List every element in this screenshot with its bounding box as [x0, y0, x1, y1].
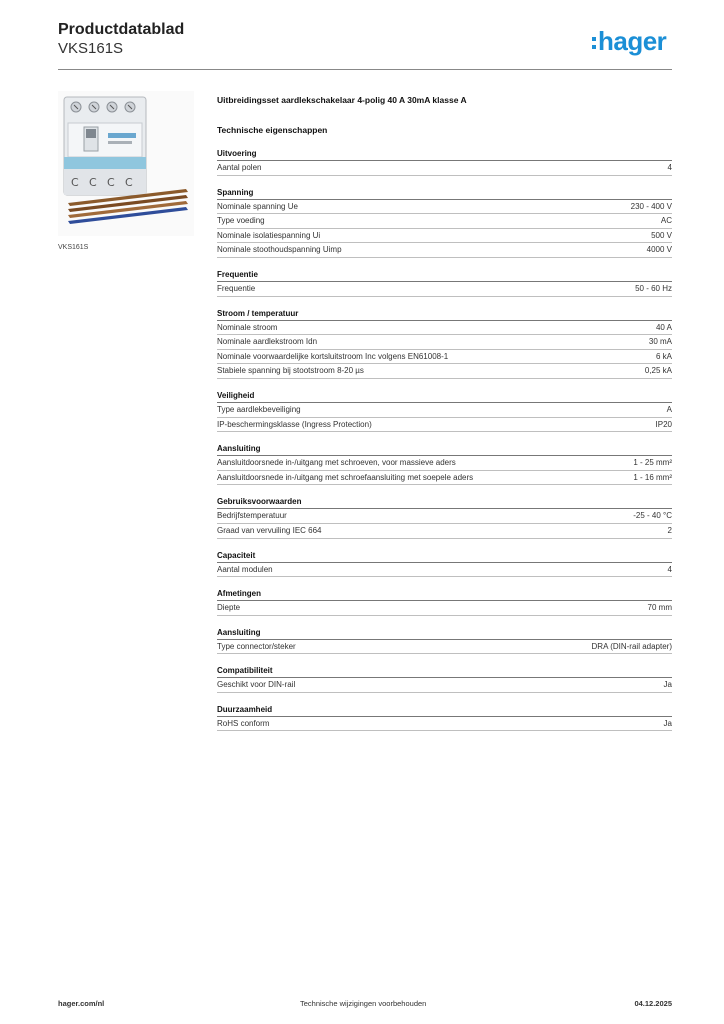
product-image — [58, 91, 194, 236]
spec-value: 0,25 kA — [644, 366, 672, 376]
svg-text:C: C — [71, 176, 79, 189]
spec-value: Ja — [663, 718, 672, 728]
spec-section — [217, 627, 672, 655]
section-heading: Aansluiting — [217, 627, 672, 640]
spec-row — [217, 214, 672, 229]
section-heading: Aansluiting — [217, 443, 672, 456]
product-code: VKS161S — [58, 40, 124, 57]
spec-value: 70 mm — [647, 603, 672, 613]
spec-sections — [217, 148, 672, 731]
product-description: Uitbreidingsset aardlekschakelaar 4-polig 40 A 30mA klasse A — [217, 95, 467, 105]
section-heading: Gebruiksvoorwaarden — [217, 496, 672, 509]
spec-row — [217, 471, 672, 486]
logo-dots-icon — [592, 37, 596, 49]
spec-row — [217, 200, 672, 215]
svg-text:C: C — [125, 176, 133, 189]
spec-value: IP20 — [655, 419, 672, 429]
spec-label: Type voeding — [217, 216, 265, 226]
spec-value: 50 - 60 Hz — [635, 283, 672, 293]
spec-row — [217, 350, 672, 365]
spec-content — [217, 95, 672, 742]
spec-section — [217, 550, 672, 578]
footer-website[interactable]: hager.com/nl — [58, 999, 105, 1008]
spec-label: Nominale aardlekstroom Idn — [217, 337, 318, 347]
spec-label: Nominale stroom — [217, 322, 278, 332]
spec-label: Aantal modulen — [217, 564, 273, 574]
spec-label: Nominale isolatiespanning Ui — [217, 230, 321, 240]
spec-value: 40 A — [655, 322, 672, 332]
section-heading: Capaciteit — [217, 550, 672, 563]
spec-row — [217, 717, 672, 732]
spec-row — [217, 364, 672, 379]
spec-label: IP-beschermingsklasse (Ingress Protection) — [217, 419, 372, 429]
image-caption: VKS161S — [58, 244, 89, 251]
spec-label: Type aardlekbeveiliging — [217, 404, 301, 414]
spec-row — [217, 243, 672, 258]
spec-row — [217, 161, 672, 176]
spec-row — [217, 403, 672, 418]
spec-value: 4 — [667, 163, 672, 172]
spec-value: 4000 V — [646, 245, 672, 255]
page-title: Productdatablad — [58, 21, 185, 38]
spec-row — [217, 456, 672, 471]
spec-section — [217, 148, 672, 176]
spec-value: DRA (DIN-rail adapter) — [591, 641, 672, 651]
tech-properties-heading: Technische eigenschappen — [217, 125, 328, 135]
spec-value: 6 kA — [655, 351, 672, 361]
spec-section — [217, 588, 672, 616]
spec-row — [217, 282, 672, 297]
spec-row — [217, 229, 672, 244]
spec-row — [217, 524, 672, 539]
spec-label: Stabiele spanning bij stootstroom 8-20 µs — [217, 366, 364, 376]
spec-row — [217, 601, 672, 616]
spec-section — [217, 665, 672, 693]
spec-label: Nominale stoothoudspanning Uimp — [217, 245, 342, 255]
spec-label: RoHS conform — [217, 718, 270, 728]
spec-row — [217, 321, 672, 336]
spec-value: 30 mA — [648, 337, 672, 347]
spec-section — [217, 308, 672, 379]
spec-value: 1 - 25 mm² — [633, 458, 672, 468]
spec-section — [217, 390, 672, 432]
spec-label: Nominale spanning Ue — [217, 201, 298, 211]
spec-row — [217, 678, 672, 693]
spec-row — [217, 640, 672, 655]
spec-section — [217, 269, 672, 297]
spec-value: A — [666, 404, 672, 414]
section-heading: Stroom / temperatuur — [217, 308, 672, 321]
hager-logo[interactable] — [592, 26, 666, 56]
spec-row — [217, 563, 672, 578]
spec-value: Ja — [663, 680, 672, 690]
spec-label: Type connector/steker — [217, 641, 296, 651]
spec-section — [217, 704, 672, 732]
spec-row — [217, 509, 672, 524]
spec-row — [217, 335, 672, 350]
section-heading: Compatibiliteit — [217, 665, 672, 678]
spec-value: 230 - 400 V — [630, 201, 672, 211]
spec-label: Diepte — [217, 603, 241, 613]
spec-label: Nominale voorwaardelijke kortsluitstroom Inc volgens EN61008-1 — [217, 351, 449, 361]
spec-value: 2 — [667, 525, 672, 535]
header-divider — [58, 69, 672, 70]
spec-value: 1 - 16 mm² — [633, 472, 672, 482]
section-heading: Afmetingen — [217, 588, 672, 601]
spec-section — [217, 443, 672, 485]
spec-label: Frequentie — [217, 283, 256, 293]
section-heading: Veiligheid — [217, 390, 672, 403]
spec-label: Aansluitdoorsnede in-/uitgang met schroefaansluiting met soepele aders — [217, 472, 474, 482]
section-heading: Duurzaamheid — [217, 704, 672, 717]
svg-text:C: C — [107, 176, 115, 189]
spec-label: Graad van vervuiling IEC 664 — [217, 525, 322, 535]
section-heading: Spanning — [217, 187, 672, 200]
logo-wordmark: hager — [598, 26, 667, 56]
spec-section — [217, 496, 672, 538]
spec-value: 4 — [667, 564, 672, 574]
spec-label: Aansluitdoorsnede in-/uitgang met schroeven, voor massieve aders — [217, 458, 456, 468]
footer-notice: Technische wijzigingen voorbehouden — [300, 999, 427, 1008]
spec-section — [217, 187, 672, 258]
spec-value: -25 - 40 °C — [633, 511, 672, 521]
spec-label: Geschikt voor DIN-rail — [217, 680, 296, 690]
spec-value: AC — [660, 216, 672, 226]
footer-date: 04.12.2025 — [634, 999, 672, 1008]
spec-row — [217, 418, 672, 433]
spec-label: Bedrijfstemperatuur — [217, 511, 287, 521]
spec-value: 500 V — [651, 230, 672, 240]
svg-text:C: C — [89, 176, 97, 189]
section-heading: Uitvoering — [217, 148, 672, 161]
spec-label: Aantal polen — [217, 163, 262, 172]
section-heading: Frequentie — [217, 269, 672, 282]
